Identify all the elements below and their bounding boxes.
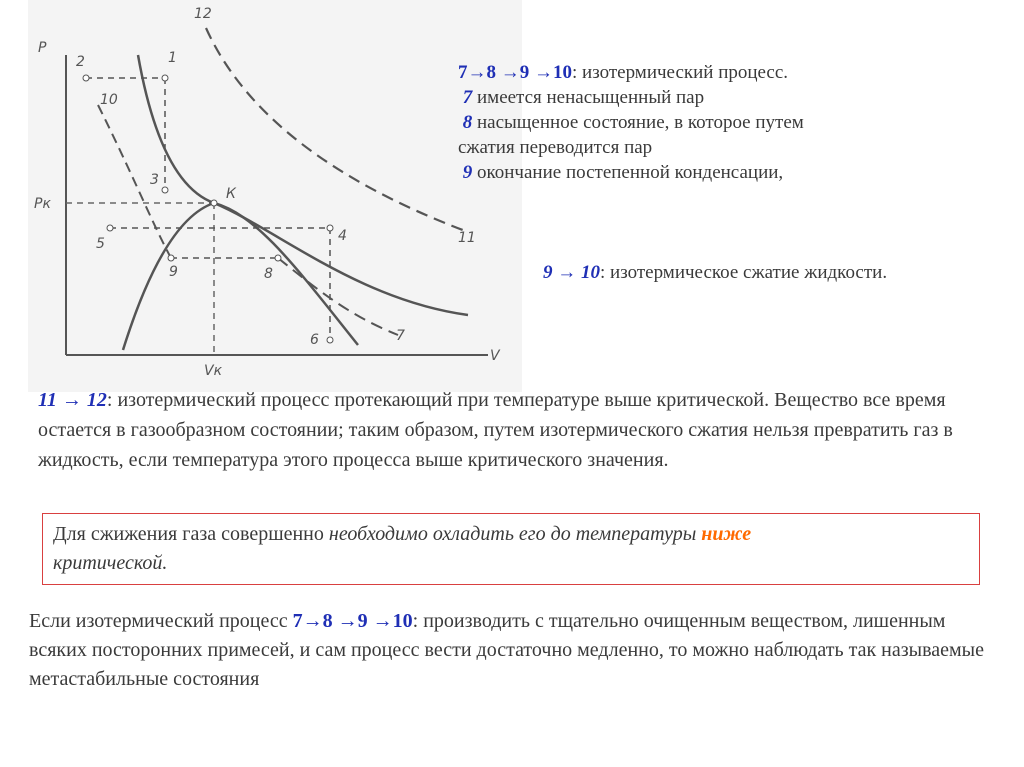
paragraph-11-12: [38, 385, 998, 475]
box-text-below: ниже: [701, 523, 752, 545]
label-9: 9: [169, 264, 178, 280]
vk-label: Vк: [204, 363, 223, 379]
bottom-seq: 7→8 →9 →10: [292, 610, 413, 632]
critical-isotherm: [138, 55, 358, 345]
point-3: [162, 187, 168, 193]
point-2: [83, 75, 89, 81]
num-8: 8: [462, 112, 473, 133]
label-11: 11: [458, 230, 476, 246]
note-line-2-text: имеется ненасыщенный пар: [472, 87, 705, 108]
label-10: 10: [100, 92, 118, 108]
note-line-5-text: окончание постепенной конденсации,: [472, 162, 784, 183]
num-7: 7: [462, 87, 473, 108]
label-2: 2: [76, 54, 85, 70]
box-text-1: Для сжижения газа совершенно: [53, 523, 329, 545]
point-k: [211, 200, 217, 206]
highlight-box: [42, 513, 980, 585]
pv-diagram: [28, 0, 522, 392]
note-line-3: [458, 110, 1018, 135]
note-9-10: [543, 262, 887, 284]
seq-7-10: 7→8 →9 →10: [458, 62, 572, 83]
right-notes: [458, 60, 1018, 185]
box-text-4: критической.: [53, 552, 168, 574]
bottom-text-1: Если изотермический процесс: [29, 610, 293, 632]
point-9: [168, 255, 174, 261]
label-6: 6: [310, 332, 319, 348]
label-1: 1: [168, 50, 177, 66]
isotherm-11-12: [206, 28, 468, 232]
point-6: [327, 337, 333, 343]
bottom-text-2: : производить с тщательно очищенным веществом, лишенным всяких посторонних примесей, и сам процесс вести достаточно медленно, то можно наблюдать так называемые метастабильные состояния: [29, 610, 984, 690]
point-8: [275, 255, 281, 261]
num-9: 9: [462, 162, 473, 183]
note-9-10-text: : изотермическое сжатие жидкости.: [600, 262, 888, 283]
pv-diagram-svg: [28, 0, 522, 392]
dome-right: [214, 203, 468, 315]
label-3: 3: [150, 172, 159, 188]
point-4: [327, 225, 333, 231]
axis-v-label: V: [490, 348, 500, 364]
axis-p-label: P: [38, 40, 47, 56]
paragraph-11-12-text: : изотермический процесс протекающий при температуре выше критической. Вещество все время остается в газообразном состоянии; таким образом, путем изотермического сжатия нельзя превратить газ в жидкость, если температура этого процесса выше критического значения.: [38, 389, 953, 471]
label-12: 12: [194, 6, 212, 22]
k-label: К: [226, 186, 236, 202]
note-line-2: [458, 85, 1018, 110]
note-line-5: [458, 160, 1018, 185]
label-8: 8: [264, 266, 273, 282]
note-line-3-text: насыщенное состояние, в которое путем: [472, 112, 804, 133]
box-text-2: необходимо охладить его до температуры: [328, 523, 702, 545]
seq-11-12: 11 → 12: [38, 389, 107, 411]
note-line-1: [458, 60, 1018, 85]
point-5: [107, 225, 113, 231]
isotherm-10-9: [98, 105, 171, 258]
label-4: 4: [338, 228, 347, 244]
label-7: 7: [396, 328, 405, 344]
point-1: [162, 75, 168, 81]
note-line-1-text: : изотермический процесс.: [572, 62, 789, 83]
seq-9-10: 9 → 10: [543, 262, 600, 283]
paragraph-metastable: [29, 607, 989, 694]
label-5: 5: [96, 236, 105, 252]
note-line-4: сжатия переводится пар: [458, 137, 653, 158]
pk-label: Pк: [34, 196, 51, 212]
